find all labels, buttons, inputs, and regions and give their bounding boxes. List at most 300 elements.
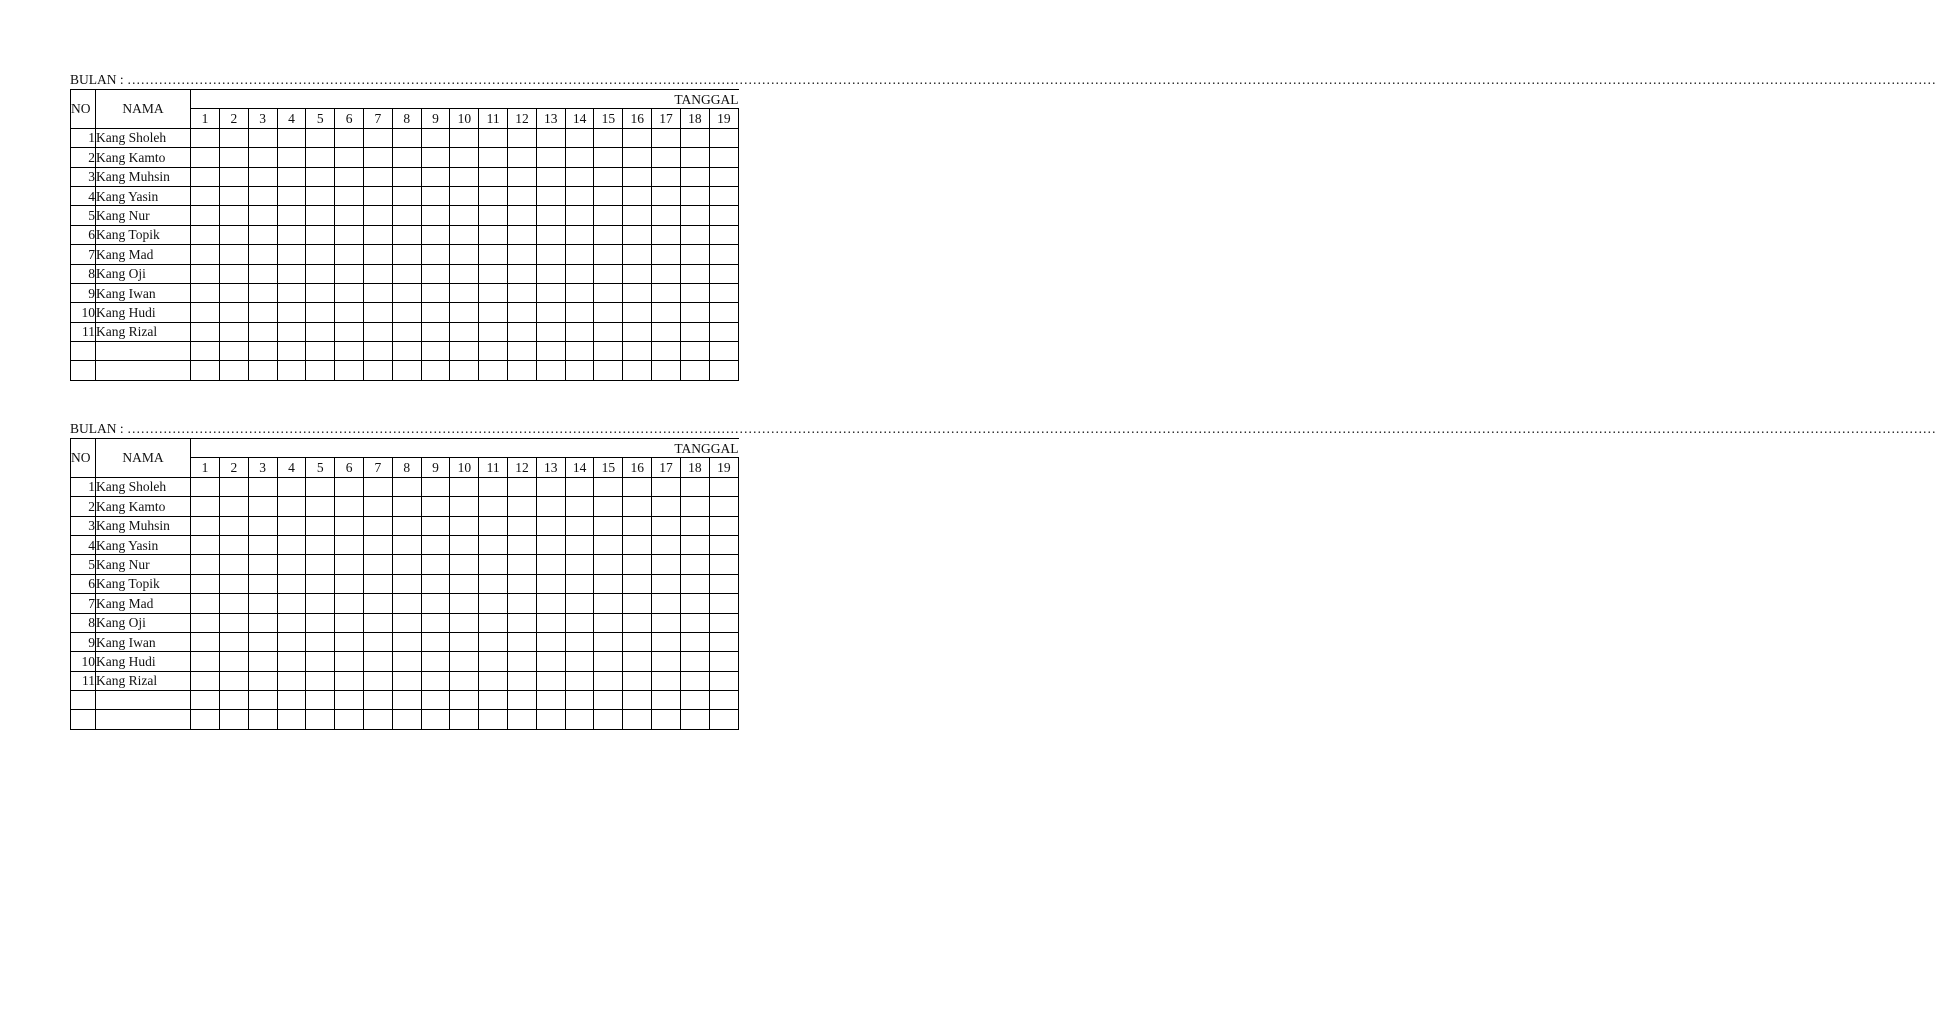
attendance-cell [191,283,220,302]
attendance-cell [219,342,248,361]
table-row [71,710,739,729]
attendance-cell [421,225,450,244]
attendance-cell [191,186,220,205]
attendance-cell [623,225,652,244]
attendance-cell [479,322,508,341]
attendance-cell [508,652,537,671]
attendance-cell [565,691,594,710]
attendance-cell [306,342,335,361]
attendance-cell [277,186,306,205]
day-header: 12 [508,109,537,128]
attendance-cell [335,322,364,341]
attendance-cell [306,710,335,729]
attendance-cell [219,283,248,302]
attendance-cell [565,594,594,613]
attendance-cell [277,652,306,671]
attendance-cell [335,264,364,283]
row-name: Kang Topik [96,574,191,593]
attendance-cell [479,225,508,244]
attendance-cell [421,555,450,574]
attendance-cell [623,671,652,690]
attendance-cell [479,128,508,147]
row-name: Kang Kamto [96,497,191,516]
table-row [71,148,739,167]
attendance-cell [392,128,421,147]
row-name: Kang Sholeh [96,128,191,147]
attendance-cell [508,477,537,496]
day-header: 11 [479,109,508,128]
attendance-cell [709,264,738,283]
attendance-cell [392,535,421,554]
row-name: Kang Nur [96,555,191,574]
attendance-cell [450,574,479,593]
attendance-cell [191,574,220,593]
attendance-cell [335,283,364,302]
attendance-cell [594,477,623,496]
attendance-cell [652,632,681,651]
row-name [96,710,191,729]
attendance-cell [709,671,738,690]
attendance-cell [335,613,364,632]
attendance-cell [392,342,421,361]
attendance-cell [277,264,306,283]
attendance-cell [335,516,364,535]
attendance-cell [219,710,248,729]
attendance-cell [421,497,450,516]
attendance-cell [248,303,277,322]
attendance-cell [191,652,220,671]
row-name: Kang Mad [96,245,191,264]
table-row [71,303,739,322]
attendance-cell [421,264,450,283]
attendance-cell [421,245,450,264]
attendance-cell [479,303,508,322]
attendance-cell [709,477,738,496]
attendance-cell [479,497,508,516]
attendance-cell [623,128,652,147]
day-header: 12 [508,458,537,477]
attendance-cell [191,497,220,516]
attendance-cell [536,710,565,729]
attendance-cell [508,167,537,186]
attendance-table [70,438,739,730]
attendance-cell [479,245,508,264]
row-name: Kang Muhsin [96,167,191,186]
attendance-cell [392,671,421,690]
row-number: 2 [71,148,96,167]
day-header: 4 [277,109,306,128]
attendance-sheet-2 [70,420,1936,730]
attendance-cell [219,671,248,690]
attendance-cell [335,497,364,516]
attendance-cell [363,710,392,729]
attendance-cell [680,535,709,554]
attendance-cell [191,632,220,651]
attendance-cell [306,594,335,613]
attendance-cell [277,671,306,690]
table-row [71,632,739,651]
attendance-cell [335,671,364,690]
attendance-cell [335,225,364,244]
attendance-cell [306,128,335,147]
row-number: 7 [71,245,96,264]
attendance-cell [508,361,537,380]
attendance-cell [709,613,738,632]
attendance-cell [335,691,364,710]
table-row [71,613,739,632]
attendance-cell [680,167,709,186]
attendance-cell [191,555,220,574]
attendance-cell [479,264,508,283]
attendance-cell [680,632,709,651]
attendance-cell [335,574,364,593]
attendance-cell [306,632,335,651]
attendance-cell [191,361,220,380]
attendance-cell [565,632,594,651]
attendance-cell [652,303,681,322]
attendance-cell [709,167,738,186]
attendance-cell [363,225,392,244]
attendance-cell [680,128,709,147]
attendance-cell [652,516,681,535]
attendance-cell [536,361,565,380]
row-name: Kang Topik [96,225,191,244]
attendance-cell [219,477,248,496]
attendance-cell [191,710,220,729]
attendance-cell [363,167,392,186]
attendance-cell [565,652,594,671]
attendance-cell [680,477,709,496]
header-nama: NAMA [96,90,191,129]
header-nama: NAMA [96,439,191,478]
attendance-cell [709,535,738,554]
attendance-table [70,89,739,381]
attendance-cell [450,516,479,535]
attendance-cell [623,497,652,516]
attendance-cell [565,574,594,593]
attendance-cell [363,477,392,496]
attendance-cell [277,322,306,341]
attendance-cell [392,206,421,225]
attendance-cell [306,206,335,225]
attendance-cell [709,283,738,302]
attendance-cell [363,283,392,302]
attendance-cell [565,342,594,361]
attendance-cell [623,555,652,574]
attendance-cell [421,283,450,302]
attendance-cell [594,225,623,244]
attendance-cell [335,555,364,574]
attendance-cell [565,303,594,322]
attendance-cell [709,516,738,535]
attendance-cell [363,264,392,283]
attendance-cell [623,322,652,341]
header-no: NO [71,439,96,478]
day-header: 6 [335,109,364,128]
attendance-cell [219,322,248,341]
row-number: 8 [71,613,96,632]
attendance-cell [363,361,392,380]
attendance-cell [421,516,450,535]
attendance-cell [191,225,220,244]
attendance-cell [594,186,623,205]
day-header: 19 [709,458,738,477]
attendance-cell [335,535,364,554]
attendance-cell [363,186,392,205]
table-row [71,322,739,341]
attendance-cell [565,535,594,554]
attendance-cell [709,342,738,361]
attendance-cell [623,574,652,593]
attendance-cell [680,671,709,690]
attendance-cell [306,497,335,516]
attendance-cell [536,264,565,283]
attendance-cell [219,632,248,651]
day-header: 1 [191,109,220,128]
row-number: 7 [71,594,96,613]
day-header: 17 [652,458,681,477]
attendance-cell [565,225,594,244]
row-number: 10 [71,303,96,322]
attendance-cell [652,477,681,496]
attendance-cell [479,477,508,496]
attendance-cell [680,652,709,671]
attendance-cell [306,283,335,302]
day-header: 13 [536,458,565,477]
attendance-cell [623,167,652,186]
attendance-cell [335,652,364,671]
attendance-cell [594,128,623,147]
attendance-cell [565,516,594,535]
attendance-cell [680,342,709,361]
attendance-cell [421,342,450,361]
attendance-cell [335,303,364,322]
attendance-cell [479,671,508,690]
attendance-cell [709,691,738,710]
attendance-cell [709,148,738,167]
attendance-cell [219,148,248,167]
attendance-cell [219,555,248,574]
attendance-cell [565,613,594,632]
attendance-cell [623,516,652,535]
attendance-cell [479,710,508,729]
day-header: 5 [306,109,335,128]
attendance-cell [479,574,508,593]
attendance-cell [652,497,681,516]
attendance-cell [392,264,421,283]
attendance-cell [594,167,623,186]
attendance-cell [709,128,738,147]
attendance-cell [652,555,681,574]
attendance-cell [363,594,392,613]
attendance-cell [652,206,681,225]
attendance-cell [680,186,709,205]
attendance-cell [306,225,335,244]
attendance-cell [450,671,479,690]
attendance-cell [680,497,709,516]
attendance-cell [536,652,565,671]
attendance-cell [508,671,537,690]
row-number: 6 [71,225,96,244]
attendance-cell [421,167,450,186]
attendance-cell [421,206,450,225]
attendance-cell [363,691,392,710]
attendance-cell [450,186,479,205]
day-header: 3 [248,109,277,128]
attendance-cell [565,167,594,186]
attendance-cell [594,264,623,283]
attendance-cell [248,535,277,554]
attendance-cell [536,594,565,613]
attendance-cell [623,691,652,710]
day-header: 8 [392,109,421,128]
attendance-cell [709,361,738,380]
row-name: Kang Nur [96,206,191,225]
attendance-cell [450,535,479,554]
table-row [71,671,739,690]
attendance-cell [594,671,623,690]
attendance-cell [248,516,277,535]
attendance-cell [565,206,594,225]
attendance-cell [536,148,565,167]
attendance-cell [508,322,537,341]
attendance-cell [363,245,392,264]
attendance-cell [594,148,623,167]
attendance-cell [652,167,681,186]
attendance-cell [450,148,479,167]
attendance-cell [191,535,220,554]
attendance-cell [536,342,565,361]
attendance-cell [623,148,652,167]
table-row [71,167,739,186]
table-row [71,128,739,147]
attendance-cell [479,594,508,613]
attendance-cell [421,710,450,729]
attendance-cell [594,361,623,380]
day-header: 15 [594,458,623,477]
attendance-cell [479,186,508,205]
attendance-cell [623,613,652,632]
day-header: 5 [306,458,335,477]
attendance-cell [536,303,565,322]
row-number: 3 [71,516,96,535]
day-header: 18 [680,109,709,128]
attendance-cell [392,691,421,710]
attendance-cell [450,167,479,186]
attendance-cell [450,206,479,225]
row-name: Kang Oji [96,613,191,632]
attendance-cell [191,516,220,535]
attendance-cell [363,535,392,554]
attendance-cell [680,594,709,613]
attendance-cell [709,497,738,516]
attendance-cell [479,516,508,535]
attendance-cell [594,710,623,729]
attendance-cell [709,594,738,613]
attendance-cell [363,555,392,574]
attendance-cell [536,167,565,186]
row-number: 2 [71,497,96,516]
attendance-cell [392,516,421,535]
day-header: 14 [565,458,594,477]
attendance-cell [248,652,277,671]
attendance-sheet-1 [70,71,1936,381]
attendance-cell [536,186,565,205]
attendance-cell [306,613,335,632]
attendance-cell [594,283,623,302]
attendance-cell [248,710,277,729]
row-number: 4 [71,535,96,554]
attendance-cell [709,322,738,341]
attendance-cell [680,361,709,380]
attendance-cell [392,322,421,341]
attendance-cell [450,342,479,361]
attendance-cell [565,186,594,205]
attendance-cell [392,148,421,167]
attendance-cell [565,671,594,690]
attendance-cell [508,691,537,710]
attendance-cell [709,652,738,671]
attendance-cell [392,477,421,496]
table-row [71,245,739,264]
attendance-cell [565,148,594,167]
attendance-cell [623,361,652,380]
attendance-cell [421,535,450,554]
attendance-cell [709,574,738,593]
row-number: 11 [71,671,96,690]
attendance-cell [191,245,220,264]
header-tanggal: TANGGAL [191,90,739,109]
table-row [71,555,739,574]
row-number [71,710,96,729]
attendance-cell [421,632,450,651]
table-row [71,477,739,496]
attendance-cell [392,555,421,574]
attendance-cell [450,322,479,341]
attendance-cell [191,303,220,322]
attendance-cell [219,613,248,632]
attendance-cell [421,128,450,147]
attendance-cell [421,574,450,593]
attendance-cell [450,303,479,322]
table-row [71,535,739,554]
attendance-cell [623,283,652,302]
attendance-cell [219,691,248,710]
bulan-label: BULAN : …………………………………………………………………………………………………………………………………………………………………………………………………………………………………………………………………………………………………………………………………………………………………… [70,421,1936,436]
attendance-cell [594,245,623,264]
row-number [71,361,96,380]
attendance-cell [508,303,537,322]
attendance-cell [191,342,220,361]
attendance-cell [277,225,306,244]
attendance-cell [623,652,652,671]
attendance-cell [709,206,738,225]
attendance-cell [421,613,450,632]
attendance-cell [652,283,681,302]
attendance-cell [652,148,681,167]
attendance-cell [508,594,537,613]
attendance-cell [191,613,220,632]
header-tanggal: TANGGAL [191,439,739,458]
attendance-cell [623,303,652,322]
row-name: Kang Yasin [96,186,191,205]
attendance-cell [450,361,479,380]
attendance-cell [277,555,306,574]
row-name: Kang Rizal [96,671,191,690]
attendance-cell [219,206,248,225]
attendance-cell [536,691,565,710]
attendance-cell [680,303,709,322]
